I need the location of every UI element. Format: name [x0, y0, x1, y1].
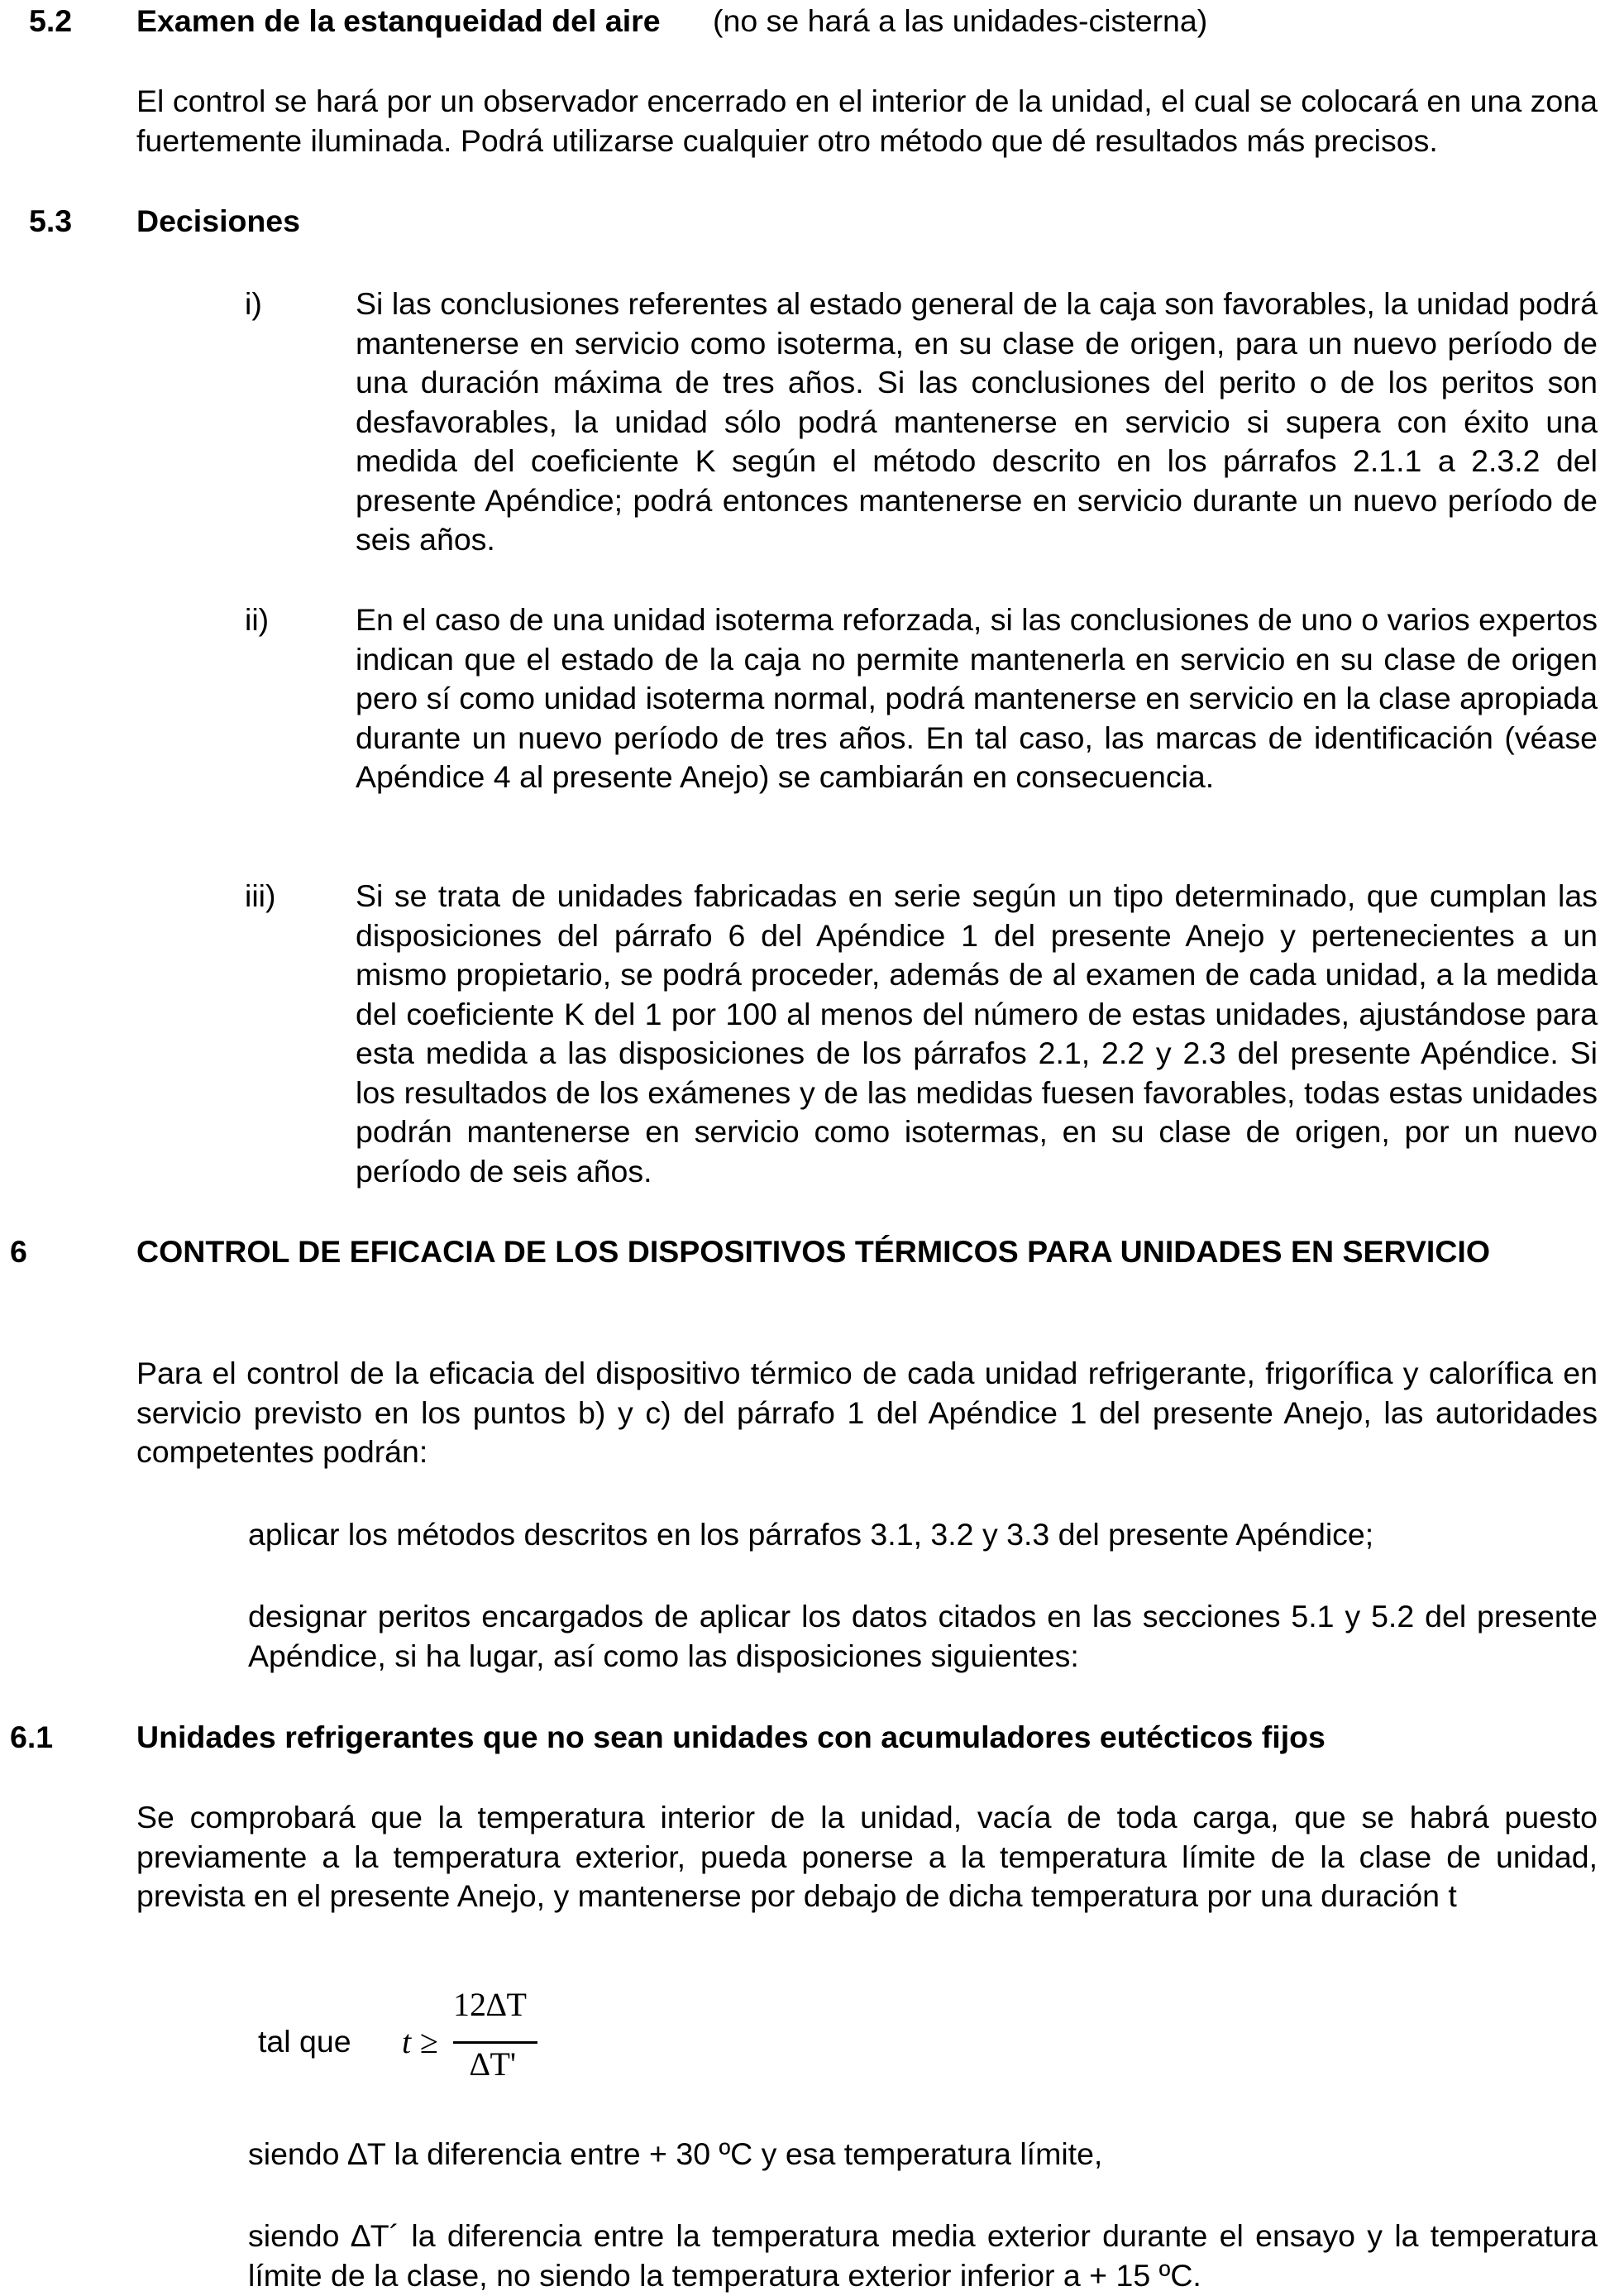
section-title: Unidades refrigerantes que no sean unidades con acumuladores eutécticos fijos — [136, 1720, 1326, 1754]
formula-denominator: ∆T' — [470, 2045, 517, 2083]
fraction-bar — [453, 2041, 537, 2044]
section-5-2-heading — [29, 2, 1584, 41]
section-title: CONTROL DE EFICACIA DE LOS DISPOSITIVOS TÉRMICOS PARA UNIDADES EN SERVICIO — [136, 1234, 1490, 1269]
section-5-3-heading — [29, 202, 1584, 242]
section-number: 5.3 — [29, 203, 73, 238]
formula-lead: tal que — [258, 2024, 351, 2059]
formula-variable: t — [402, 2023, 412, 2060]
section-6-1-paragraph: Se comprobará que la temperatura interior de la unidad, vacía de toda carga, que se habrá puesto previamente a la temperatura exterior, pueda ponerse a la temperatura límite de la clase de unidad, prevista en el presente Anejo, y mantenerse por debajo de dicha temperatura por una duración t — [136, 1800, 1598, 1913]
section-title: Decisiones — [136, 203, 301, 238]
item-label: iii) — [245, 878, 276, 913]
item-label: ii) — [245, 602, 270, 637]
section-number: 6.1 — [10, 1720, 54, 1754]
section-6-1-heading — [10, 1718, 1598, 1758]
section-title: Examen de la estanqueidad del aire — [136, 3, 661, 38]
formula-numerator: 12∆T — [453, 1986, 527, 2023]
definition-delta-t-prime: siendo ∆T´ la diferencia entre la temperatura media exterior durante el ensayo y la temperatura límite de la clase, no siendo la temperatura exterior inferior a + 15 ºC. — [248, 2218, 1598, 2293]
item-text: En el caso de una unidad isoterma reforzada, si las conclusiones de uno o varios expertos indican que el estado de la caja no permite mantenerla en servicio en su clase de origen pero sí como unidad isoterma normal, podrá mantenerse en servicio en la clase apropiada durante un nuevo período de tres años. En tal caso, las marcas de identificación (véase Apéndice 4 al presente Anejo) se cambiarán en consecuencia. — [356, 602, 1598, 794]
formula — [0, 1985, 1605, 2084]
section-number: 6 — [10, 1234, 27, 1269]
item-label: i) — [245, 286, 262, 321]
section-6-bullet-2: designar peritos encargados de aplicar los datos citados en las secciones 5.1 y 5.2 del presente Apéndice, si ha lugar, así como las disposiciones siguientes: — [248, 1599, 1598, 1673]
section-5-2-paragraph: El control se hará por un observador encerrado en el interior de la unidad, el cual se colocará en una zona fuertemente iluminada. Podrá utilizarse cualquier otro método que dé resultados más precisos. — [136, 84, 1598, 158]
formula-operator: ≥ — [420, 2023, 438, 2060]
section-6-paragraph: Para el control de la eficacia del dispositivo térmico de cada unidad refrigerante, frigorífica y calorífica en servicio previsto en los puntos b) y c) del párrafo 1 del Apéndice 1 del presente Anejo, las autoridades competentes podrán: — [136, 1356, 1598, 1469]
definition-delta-t: siendo ∆T la diferencia entre + 30 ºC y esa temperatura límite, — [248, 2136, 1103, 2171]
section-6-heading — [10, 1232, 1598, 1272]
section-6-bullet-1: aplicar los métodos descritos en los párrafos 3.1, 3.2 y 3.3 del presente Apéndice; — [248, 1517, 1374, 1552]
section-title-note: (no se hará a las unidades-cisterna) — [713, 3, 1208, 38]
item-text: Si las conclusiones referentes al estado general de la caja son favorables, la unidad podrá mantenerse en servicio como isoterma, en su clase de origen, para un nuevo período de una duración máxima de tres años. Si las conclusiones del perito o de los peritos son desfavorables, la unidad sólo podrá mantenerse en servicio si supera con éxito una medida del coeficiente K según el método descrito en los párrafos 2.1.1 a 2.3.2 del presente Apéndice; podrá entonces mantenerse en servicio durante un nuevo período de seis años. — [356, 286, 1598, 557]
section-number: 5.2 — [29, 3, 73, 38]
item-text: Si se trata de unidades fabricadas en serie según un tipo determinado, que cumplan las disposiciones del párrafo 6 del Apéndice 1 del presente Anejo y pertenecientes a un mismo propietario, se podrá proceder, además de al examen de cada unidad, a la medida del coeficiente K del 1 por 100 al menos del número de estas unidades, ajustándose para esta medida a las disposiciones de los párrafos 2.1, 2.2 y 2.3 del presente Apéndice. Si los resultados de los exámenes y de las medidas fuesen favorables, todas estas unidades podrán mantenerse en servicio como isotermas, en su clase de origen, por un nuevo período de seis años. — [356, 878, 1598, 1189]
